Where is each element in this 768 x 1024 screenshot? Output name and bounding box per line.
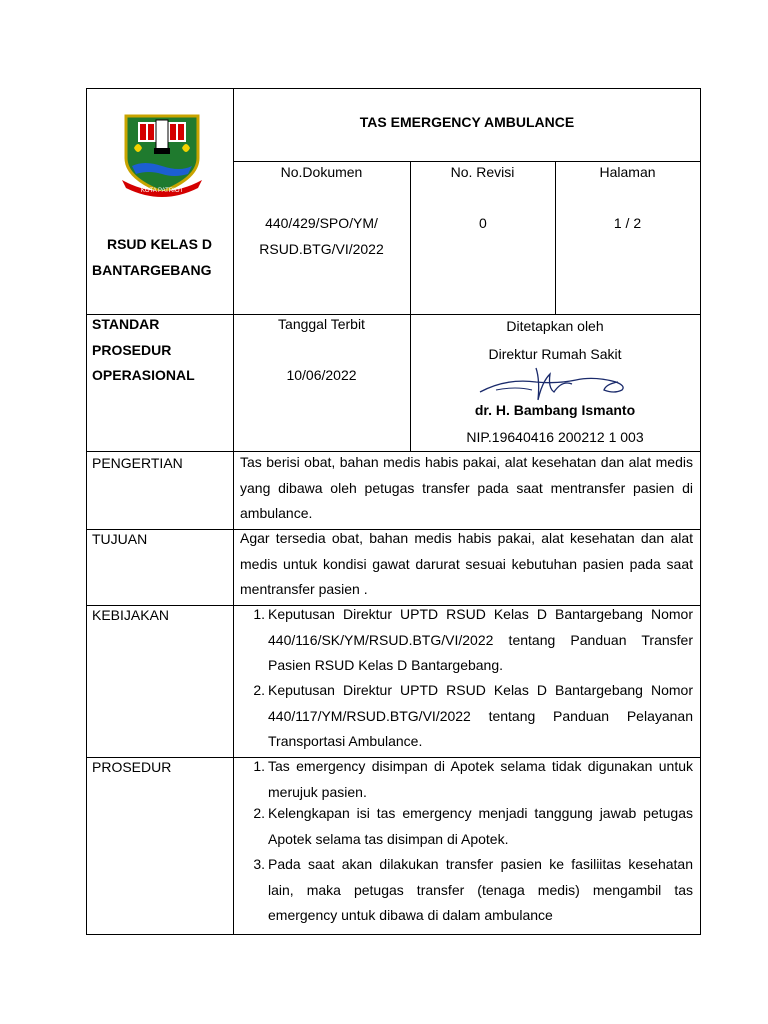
halaman-label: Halaman (599, 164, 656, 180)
table-border-bottom (86, 934, 701, 935)
prosedur-item-number: 1. (253, 758, 265, 774)
spo-label-line3: OPERASIONAL (92, 367, 195, 383)
jabatan-direktur: Direktur Rumah Sakit (488, 346, 622, 362)
tanggal-terbit-label: Tanggal Terbit (278, 316, 365, 332)
no-dokumen-value-line2: RSUD.BTG/VI/2022 (259, 241, 384, 257)
table-border-left (86, 88, 87, 935)
hospital-name-line2: BANTARGEBANG (92, 262, 212, 278)
prosedur-item-number: 2. (253, 805, 265, 821)
spo-label-line1: STANDAR (92, 316, 160, 332)
title-divider (233, 161, 701, 162)
tanggal-terbit-value: 10/06/2022 (286, 367, 357, 383)
pengertian-label: PENGERTIAN (92, 455, 183, 471)
no-dokumen-label: No.Dokumen (280, 164, 363, 180)
pengertian-text: Tas berisi obat, bahan medis habis pakai, alat kesehatan dan alat medis yang dibawa oleh petugas transfer pada saat mentransfer pasien di ambulance. (240, 454, 693, 521)
revisi-column-divider (555, 161, 556, 314)
kebijakan-item-text: Keputusan Direktur UPTD RSUD Kelas D Bantargebang Nomor 440/116/SK/YM/RSUD.BTG/VI/2022 tentang Panduan Transfer Pasien RSUD Kelas D Bantargebang. (268, 606, 693, 673)
no-revisi-label: No. Revisi (450, 164, 515, 180)
no-dokumen-value-line1: 440/429/SPO/YM/ (265, 215, 378, 231)
table-border-top (86, 88, 701, 89)
crest-motto: KOTA PATRIOT (140, 188, 184, 194)
prosedur-item (243, 754, 693, 805)
prosedur-item (243, 801, 693, 852)
tujuan-label: TUJUAN (92, 531, 148, 547)
kebijakan-item-number: 2. (253, 682, 265, 698)
hospital-name-line1: RSUD KELAS D (106, 236, 212, 252)
kebijakan-item-number: 1. (253, 606, 265, 622)
prosedur-item-text: Kelengkapan isi tas emergency menjadi tanggung jawab petugas Apotek selama tas disimpan di Apotek. (268, 805, 693, 847)
table-border-right (700, 88, 701, 935)
bekasi-city-crest-icon (118, 110, 206, 202)
kebijakan-item (243, 602, 693, 678)
document-title: TAS EMERGENCY AMBULANCE (359, 114, 575, 130)
kebijakan-item-text: Keputusan Direktur UPTD RSUD Kelas D Bantargebang Nomor 440/117/YM/RSUD.BTG/VI/2022 tentang Panduan Pelayanan Transportasi Ambulance. (268, 682, 693, 749)
spo-label-line2: PROSEDUR (92, 342, 172, 358)
director-nip: NIP.19640416 200212 1 003 (466, 429, 644, 445)
hospital-logo (118, 110, 206, 202)
halaman-value: 1 / 2 (613, 215, 642, 231)
tujuan-text: Agar tersedia obat, bahan medis habis pakai, alat kesehatan dan alat medis untuk kondisi gawat darurat sesuai kebutuhan pasien pada saat mentransfer pasien . (240, 530, 693, 597)
no-revisi-value: 0 (479, 215, 487, 231)
director-name: dr. H. Bambang Ismanto (474, 402, 636, 418)
prosedur-label: PROSEDUR (92, 759, 172, 775)
prosedur-item-text: Tas emergency disimpan di Apotek selama tidak digunakan untuk merujuk pasien. (268, 758, 693, 800)
kebijakan-label: KEBIJAKAN (92, 607, 170, 623)
prosedur-item (243, 852, 693, 929)
prosedur-item-number: 3. (253, 856, 265, 872)
kebijakan-item (243, 678, 693, 754)
ditetapkan-oleh: Ditetapkan oleh (506, 318, 604, 334)
prosedur-item-text: Pada saat akan dilakukan transfer pasien ke fasiliitas kesehatan lain, maka petugas transfer (tenaga medis) mengambil tas emergency untuk dibawa di dalam ambulance (268, 856, 693, 923)
spo-document (86, 88, 701, 935)
